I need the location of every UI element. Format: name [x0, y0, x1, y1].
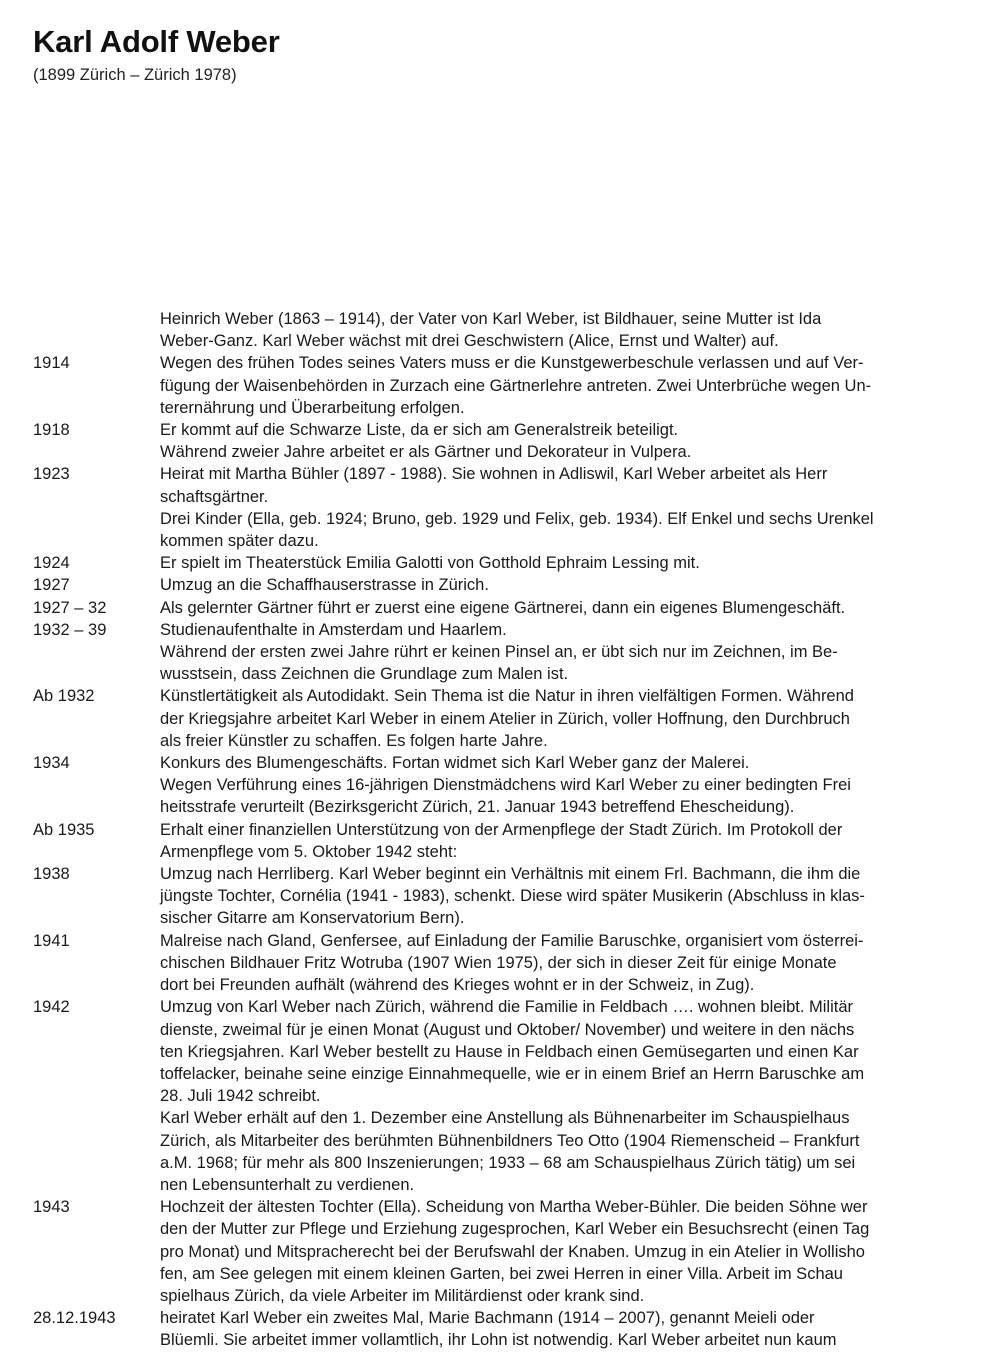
entry-paragraph: Konkurs des Blumengeschäfts. Fortan widmet sich Karl Weber ganz der Malerei. [160, 754, 750, 773]
entry-body [160, 1196, 955, 1307]
entry-date: 1934 [33, 754, 70, 773]
timeline-entry [33, 352, 963, 419]
entry-date: Ab 1935 [33, 820, 95, 839]
entry-date: 1927 [33, 576, 70, 595]
timeline-entry [33, 463, 963, 552]
entry-body [160, 352, 955, 419]
entry-body [160, 819, 955, 863]
timeline-entry [33, 574, 963, 596]
entry-date: 1923 [33, 465, 70, 484]
entry-body [160, 308, 955, 352]
entry-paragraph: Heirat mit Martha Bühler (1897 - 1988). Sie wohnen in Adliswil, Karl Weber arbeitet als Herr schaftsgärtner. [160, 465, 828, 506]
entry-date: 1932 – 39 [33, 620, 107, 639]
entry-paragraph: Er kommt auf die Schwarze Liste, da er sich am Generalstreik beteiligt. [160, 421, 679, 440]
entry-paragraph: Umzug nach Herrliberg. Karl Weber beginnt ein Verhältnis mit einem Frl. Bachmann, die ihm die jüngste Tochter, Cornélia (1941 - 1983), schenkt. Diese wird später Musikerin (Abschluss in klas- sischer Gitarre am Konservatorium Bern). [160, 865, 865, 928]
timeline-entry [33, 930, 963, 997]
entry-body [160, 685, 955, 752]
timeline-entry [33, 1196, 963, 1307]
entry-date: 1918 [33, 421, 70, 440]
entry-paragraph: Als gelernter Gärtner führt er zuerst eine eigene Gärtnerei, dann ein eigenes Blumengeschäft. [160, 598, 846, 617]
entry-date: 1941 [33, 931, 70, 950]
entry-paragraph: Karl Weber erhält auf den 1. Dezember eine Anstellung als Bühnenarbeiter im Schauspielhaus Zürich, als Mitarbeiter des berühmten Bühnenbildners Teo Otto (1904 Riemenscheid – Frankfurt a.M. 1968; für mehr als 800 Inszenierungen; 1933 – 68 am Schauspielhaus Zürich tätig) um sei nen Lebensunterhalt zu verdienen. [160, 1109, 860, 1194]
entry-date: 1914 [33, 354, 70, 373]
entry-date [33, 308, 160, 352]
timeline-entry [33, 863, 963, 930]
entry-date: 1927 – 32 [33, 598, 107, 617]
entry-date: Ab 1932 [33, 687, 95, 706]
entry-paragraph: Während der ersten zwei Jahre rührt er keinen Pinsel an, er übt sich nur im Zeichnen, im Be- wusstsein, dass Zeichnen die Grundlage zum Malen ist. [160, 643, 838, 684]
entry-body [160, 574, 955, 596]
entry-paragraph: Heinrich Weber (1863 – 1914), der Vater von Karl Weber, ist Bildhauer, seine Mutter ist Ida Weber-Ganz. Karl Weber wächst mit drei Geschwistern (Alice, Ernst und Walter) auf. [160, 310, 822, 351]
entry-body [160, 552, 955, 574]
page-title: Karl Adolf Weber [33, 24, 280, 59]
page-subtitle: (1899 Zürich – Zürich 1978) [33, 66, 237, 84]
entry-body [160, 752, 955, 819]
entry-paragraph: Umzug von Karl Weber nach Zürich, während die Familie in Feldbach …. wohnen bleibt. Militär dienste, zweimal für je einen Monat (August und Oktober/ November) und weitere in den nächs ten Kriegsjahren. Karl Weber bestellt zu Hause in Feldbach einen Gemüsegarten und einen Kar toffelacker, beinahe seine einzige Einnahmequelle, wie er in einem Brief an Herrn Baruschke am 28. Juli 1942 schreibt. [160, 998, 865, 1106]
entry-paragraph: Wegen des frühen Todes seines Vaters muss er die Kunstgewerbeschule verlassen und auf Ver- fügung der Waisenbehörden in Zurzach eine Gärtnerlehre antreten. Zwei Unterbrüche wegen Un- terernährung und Überarbeitung erfolgen. [160, 354, 872, 417]
entry-body [160, 1307, 955, 1351]
entry-paragraph: Künstlertätigkeit als Autodidakt. Sein Thema ist die Natur in ihren vielfältigen Formen. Während der Kriegsjahre arbeitet Karl Weber in einem Atelier in Zürich, voller Hoffnung, den Durchbruch als freier Künstler zu schaffen. Es folgen harte Jahre. [160, 687, 854, 750]
biography-timeline [33, 308, 963, 1352]
entry-body [160, 930, 955, 997]
entry-body [160, 463, 955, 552]
entry-date: 1942 [33, 998, 70, 1017]
timeline-entry [33, 996, 963, 1196]
entry-body [160, 597, 955, 619]
entry-paragraph: Während zweier Jahre arbeitet er als Gärtner und Dekorateur in Vulpera. [160, 443, 692, 462]
timeline-entry [33, 552, 963, 574]
entry-body [160, 419, 955, 463]
timeline-entry [33, 308, 963, 352]
entry-date: 28.12.1943 [33, 1309, 116, 1328]
timeline-entry [33, 1307, 963, 1351]
entry-paragraph: Wegen Verführung eines 16-jährigen Dienstmädchens wird Karl Weber zu einer bedingten Frei heitsstrafe verurteilt (Bezirksgericht Zürich, 21. Januar 1943 betreffend Ehescheidung). [160, 776, 851, 817]
timeline-entry [33, 819, 963, 863]
entry-paragraph: Erhalt einer finanziellen Unterstützung von der Armenpflege der Stadt Zürich. Im Protokoll der Armenpflege vom 5. Oktober 1942 steht: [160, 820, 843, 861]
timeline-entry [33, 597, 963, 619]
entry-paragraph: Hochzeit der ältesten Tochter (Ella). Scheidung von Martha Weber-Bühler. Die beiden Söhne wer den der Mutter zur Pflege und Erziehung zugesprochen, Karl Weber ein Besuchsrecht (einen Tag pro Monat) und Mitspracherecht bei der Berufswahl der Knaben. Umzug in ein Atelier in Wollisho fen, am See gelegen mit einem kleinen Garten, bei zwei Herren in einer Villa. Arbeit im Schau spielhaus Zürich, da viele Arbeiter im Militärdienst oder krank sind. [160, 1198, 870, 1305]
entry-paragraph: Malreise nach Gland, Genfersee, auf Einladung der Familie Baruschke, organisiert vom österrei- chischen Bildhauer Fritz Wotruba (1907 Wien 1975), der sich in dieser Zeit für einige Monate dort bei Freunden aufhält (während des Krieges wohnt er in der Schweiz, in Zug). [160, 931, 864, 995]
timeline-entry [33, 752, 963, 819]
timeline-entry [33, 419, 963, 463]
entry-paragraph: heiratet Karl Weber ein zweites Mal, Marie Bachmann (1914 – 2007), genannt Meieli oder Blüemli. Sie arbeitet immer vollamtlich, ihr Lohn ist notwendig. Karl Weber arbeitet nun kaum [160, 1309, 837, 1350]
entry-paragraph: Studienaufenthalte in Amsterdam und Haarlem. [160, 620, 507, 639]
entry-body [160, 863, 955, 930]
timeline-entry [33, 619, 963, 686]
entry-body [160, 996, 955, 1196]
entry-date: 1924 [33, 554, 70, 573]
entry-date: 1938 [33, 865, 70, 884]
entry-date: 1943 [33, 1198, 70, 1217]
timeline-entry [33, 685, 963, 752]
entry-paragraph: Drei Kinder (Ella, geb. 1924; Bruno, geb. 1929 und Felix, geb. 1934). Elf Enkel und sechs Urenkel kommen später dazu. [160, 509, 874, 551]
entry-paragraph: Er spielt im Theaterstück Emilia Galotti von Gotthold Ephraim Lessing mit. [160, 554, 700, 573]
entry-paragraph: Umzug an die Schaffhauserstrasse in Zürich. [160, 576, 489, 595]
entry-body [160, 619, 955, 686]
